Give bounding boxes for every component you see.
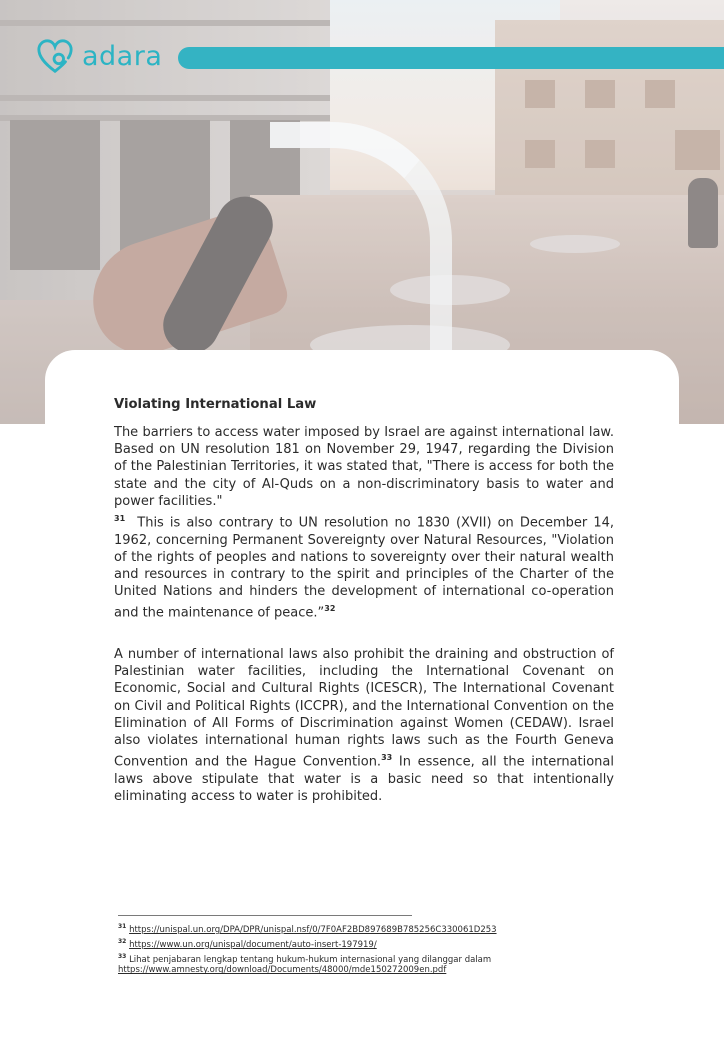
brand-logo [36, 38, 162, 76]
footnote-ref-32: 32 [324, 604, 336, 614]
paragraph-1-text: The barriers to access water imposed by Israel are against international law. Based on UN resolution 181 on November 29, 1947, regarding the Division of the Palestinian Territories, it was stated that, "There is access for both the state and the city of Al-Quds on a non-discriminatory basis to water and power facilities." [114, 425, 614, 509]
brand-name: adara [82, 41, 163, 72]
paragraph-2 [114, 646, 614, 805]
paragraph-1-continued: This is also contrary to UN resolution no 1830 (XVII) on December 14, 1962, concerning Permanent Sovereignty over Natural Resources, "Violation of the rights of peoples and nations to sovereignty over their natural wealth and resources in contrary to the spirit and principles of the Charter of the United Nations and hinders the development of international co-operation and the maintenance of peace.” [114, 515, 615, 621]
heart-drop-icon [36, 38, 74, 76]
footnote-divider [118, 915, 412, 916]
header-accent-bar [178, 47, 724, 69]
section-title: Violating International Law [114, 397, 317, 412]
article-body [114, 397, 614, 821]
footnote-ref-33: 33 [381, 753, 393, 763]
paragraph-1 [114, 424, 614, 622]
footnote-31-link[interactable]: https://unispal.un.org/DPA/DPR/unispal.nsf/0/7F0AF2BD897689B785256C330061D253 [129, 924, 497, 935]
footnote-33: $^{33}$ Lihat penjabaran lengkap tentang hukum-hukum internasional yang dilanggar dalam https://www.amnesty.org/download/Documents/48000/mde150272009en.pdf [118, 952, 492, 976]
paragraph-2-text: A number of international laws also prohibit the draining and obstruction of Palestinian water facilities, including the International Covenant on Economic, Social and Cultural Rights (ICESCR), The International Covenant on Civil and Political Rights (ICCPR), and the International Convention on the Elimination of All Forms of Discrimination against Women (CEDAW). Israel also violates international human rights laws such as the Fourth Geneva Convention and the Hague Convention. [114, 646, 614, 770]
footnote-ref-31: 31 [114, 514, 126, 524]
footnote-32: $^{32}$ https://www.un.org/unispal/document/auto-insert-197919/ [118, 937, 377, 950]
paragraph-2-continued: In essence, all the international laws above stipulate that water is a basic need so that intentionally eliminating access to water is prohibited. [114, 754, 615, 804]
footnotes [118, 915, 588, 976]
footnote-33-link[interactable]: https://www.amnesty.org/download/Documents/48000/mde150272009en.pdf [118, 965, 447, 976]
footnote-32-link[interactable]: https://www.un.org/unispal/document/auto-insert-197919/ [129, 939, 377, 950]
footnote-31: $^{31}$ https://unispal.un.org/DPA/DPR/unispal.nsf/0/7F0AF2BD897689B785256C330061D253 [118, 923, 497, 935]
footnote-33-text: Lihat penjabaran lengkap tentang hukum-hukum internasional yang dilanggar dalam [129, 954, 492, 965]
